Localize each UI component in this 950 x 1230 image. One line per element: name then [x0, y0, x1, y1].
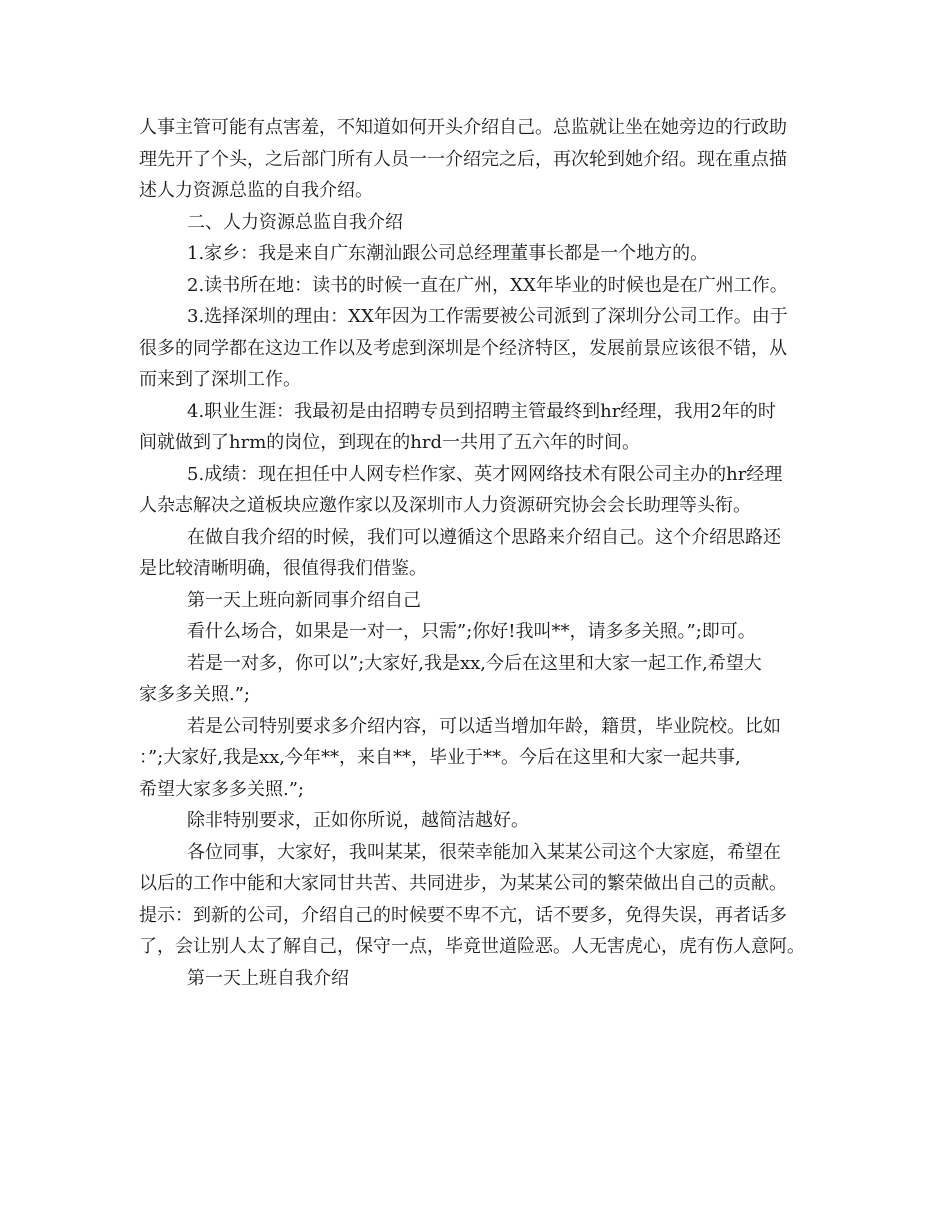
text-line: 若是公司特别要求多介绍内容，可以适当增加年龄，籍贯，毕业院校。比如 [187, 715, 781, 737]
text-line: 很多的同学都在这边工作以及考虑到深圳是个经济特区，发展前景应该很不错，从 [139, 337, 787, 359]
text-line: 了，会让别人太了解自己，保守一点，毕竟世道险恶。人无害虎心，虎有伤人意阿。 [139, 936, 805, 957]
text-line: 2.读书所在地：读书的时候一直在广州，XX年毕业的时候也是在广州工作。 [187, 274, 788, 296]
text-line: 看什么场合，如果是一对一，只需”;你好!我叫**，请多多关照。”;即可。 [187, 621, 756, 642]
section-heading: 第一天上班自我介绍 [187, 967, 349, 989]
text-line: 人事主管可能有点害羞，不知道如何开头介绍自己。总监就让坐在她旁边的行政助 [139, 117, 787, 138]
text-line: 各位同事，大家好，我叫某某，很荣幸能加入某某公司这个大家庭，希望在 [187, 841, 781, 863]
text-line: 述人力资源总监的自我介绍。 [139, 180, 373, 201]
document-body [139, 112, 823, 994]
section-heading: 二、人力资源总监自我介绍 [187, 211, 403, 233]
text-line: 希望大家多多关照.”; [139, 778, 304, 800]
text-line: 3.选择深圳的理由：XX年因为工作需要被公司派到了深圳分公司工作。由于 [187, 306, 788, 327]
text-line: 间就做到了hrm的岗位，到现在的hrd一共用了五六年的时间。 [139, 432, 640, 453]
text-line: 提示：到新的公司，介绍自己的时候要不卑不亢，话不要多，免得失误，再者话多 [139, 904, 787, 926]
text-line: 4.职业生涯：我最初是由招聘专员到招聘主管最终到hr经理，我用2年的时 [187, 400, 776, 422]
text-line: 家多多关照.”; [139, 684, 250, 705]
text-line: 而来到了深圳工作。 [139, 369, 301, 390]
section-heading: 第一天上班向新同事介绍自己 [187, 589, 421, 611]
text-line: ：”;大家好,我是xx,今年**，来自**，毕业于**。今后在这里和大家一起共事, [139, 747, 741, 768]
text-line: 以后的工作中能和大家同甘共苦、共同进步，为某某公司的繁荣做出自己的贡献。 [139, 873, 787, 894]
text-line: 除非特别要求，正如你所说，越简洁越好。 [187, 810, 529, 831]
text-line: 在做自我介绍的时候，我们可以遵循这个思路来介绍自己。这个介绍思路还 [187, 526, 781, 548]
text-line: 5.成绩：现在担任中人网专栏作家、英才网网络技术有限公司主办的hr经理 [187, 463, 783, 485]
text-line: 人杂志解决之道板块应邀作家以及深圳市人力资源研究协会会长助理等头衔。 [139, 495, 751, 516]
text-line: 1.家乡：我是来自广东潮汕跟公司总经理董事长都是一个地方的。 [187, 243, 709, 264]
text-line: 是比较清晰明确，很值得我们借鉴。 [139, 558, 427, 579]
text-line: 若是一对多，你可以”;大家好,我是xx,今后在这里和大家一起工作,希望大 [187, 652, 762, 674]
text-line: 理先开了个头，之后部门所有人员一一介绍完之后，再次轮到她介绍。现在重点描 [139, 148, 787, 170]
